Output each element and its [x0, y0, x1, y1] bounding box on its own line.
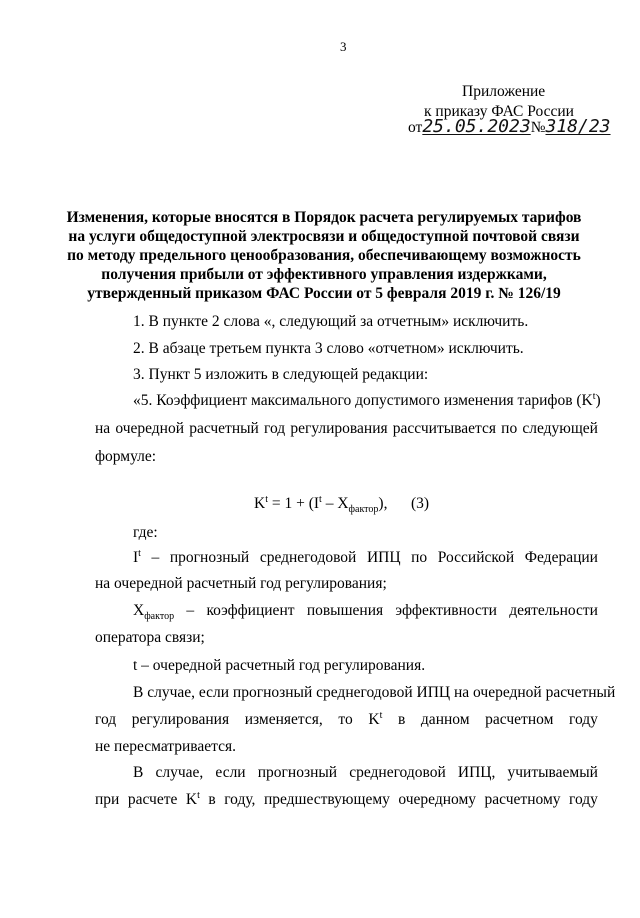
word: Российской [437, 549, 515, 566]
def-i-symbol: $I^t$ [133, 547, 141, 566]
title-line: получения прибыли от эффективного управления издержками, [101, 266, 547, 283]
page-number: 3 [340, 39, 347, 54]
def-x-symbol: $X_{фактор}$ [133, 602, 175, 623]
word: году, [224, 791, 256, 808]
word: $K^t$ [368, 709, 383, 728]
word: то [338, 711, 353, 728]
def-i-line-1 [133, 547, 598, 566]
word: следующей [522, 420, 598, 437]
title-line: по методу предельного ценообразования, обеспечивающему возможность [67, 247, 581, 264]
word: $K^t$ [185, 789, 200, 808]
formula-close: ), [378, 495, 388, 512]
appendix-line-1: Приложение [462, 83, 546, 100]
p5-line-1 [133, 390, 601, 409]
word: году [569, 711, 598, 728]
word: расчете [127, 791, 178, 808]
word: очередному [398, 791, 477, 808]
word: по [411, 549, 428, 566]
item-1: 1. В пункте 2 слова «, следующий за отчетным» исключить. [133, 313, 529, 330]
formula-k: K [254, 495, 266, 512]
def-x-line-2: оператора связи; [95, 629, 205, 646]
word: регулирования [131, 711, 230, 728]
item-2: 2. В абзаце третьем пункта 3 слово «отчетном» исключить. [133, 340, 524, 357]
def-t: t – очередной расчетный год регулирования. [133, 657, 426, 674]
para-a-line-2 [95, 709, 598, 728]
appendix-date-handwritten: 25.05.2023 [422, 116, 531, 137]
word: при [95, 791, 120, 808]
formula-x-sub: фактор [348, 504, 379, 516]
para-a-line-1: В случае, если прогнозный среднегодовой ИПЦ на очередной расчетный [133, 684, 616, 701]
word: расчетном [485, 711, 554, 728]
title-line: утвержденный приказом ФАС России от 5 февраля 2019 г. № 126/19 [87, 285, 561, 302]
appendix-line-2: к приказу ФАС России [424, 103, 574, 120]
word: прогнозный [257, 764, 338, 781]
word: год [264, 420, 286, 437]
word: в [397, 711, 406, 728]
para-b-line-2 [95, 789, 598, 808]
word: если [215, 764, 246, 781]
word: В [133, 764, 144, 781]
word: по [501, 420, 518, 437]
word: ИПЦ [366, 549, 401, 566]
where-label: где: [133, 524, 158, 541]
word: данном [420, 711, 470, 728]
formula-mid: = 1 + (I [267, 495, 320, 512]
p5-line-1-end: ) [595, 392, 601, 409]
word: коэффициент [206, 602, 295, 619]
para-b-line-1 [133, 765, 598, 781]
word: расчетный [189, 420, 259, 437]
def-i-line-2: на очередной расчетный год регулирования; [95, 575, 387, 592]
word: очередной [115, 420, 185, 437]
appendix-line-3 [408, 118, 611, 136]
word: Федерации [524, 549, 598, 566]
item-3: 3. Пункт 5 изложить в следующей редакции: [133, 366, 429, 383]
word: случае, [155, 764, 204, 781]
p5-line-3: формуле: [95, 448, 157, 465]
word: регулирования [290, 420, 388, 437]
word: деятельности [509, 602, 598, 619]
word: расчетному [484, 791, 561, 808]
word: ИПЦ, [457, 764, 496, 781]
p5-line-1-text: «5. Коэффициент максимального допустимого изменения тарифов (K [133, 392, 593, 409]
word: предшествующему [263, 791, 390, 808]
word: в [208, 791, 216, 808]
title-line: на услуги общедоступной электросвязи и общедоступной почтовой связи [68, 228, 580, 245]
appendix-number-sign: № [530, 119, 546, 136]
appendix-number-handwritten: 318/23 [545, 116, 611, 137]
word: на [95, 420, 111, 437]
p5-line-1-sup: t [592, 390, 596, 402]
word: среднегодовой [349, 764, 446, 781]
title-line: Изменения, которые вносятся в Порядок расчета регулируемых тарифов [66, 209, 582, 226]
word: году [569, 791, 598, 808]
formula-number: (3) [411, 495, 430, 512]
formula-minus: – X [321, 495, 349, 512]
word: рассчитывается [392, 420, 496, 437]
word: учитываемый [507, 764, 598, 781]
word: год [95, 711, 117, 728]
appendix-from-prefix: от [408, 119, 423, 136]
word: среднегодовой [259, 549, 357, 566]
word: повышения [306, 602, 384, 619]
para-a-line-3: не пересматривается. [95, 738, 237, 755]
formula [254, 493, 388, 516]
word: эффективности [395, 602, 497, 619]
word: – [151, 549, 160, 566]
p5-line-2 [95, 421, 598, 437]
word: – [186, 602, 195, 619]
word: изменяется, [244, 711, 323, 728]
def-x-line-1 [133, 602, 598, 623]
word: прогнозный [169, 549, 250, 566]
formula-i-sup: t [319, 493, 322, 505]
formula-k-sup: t [265, 493, 268, 505]
